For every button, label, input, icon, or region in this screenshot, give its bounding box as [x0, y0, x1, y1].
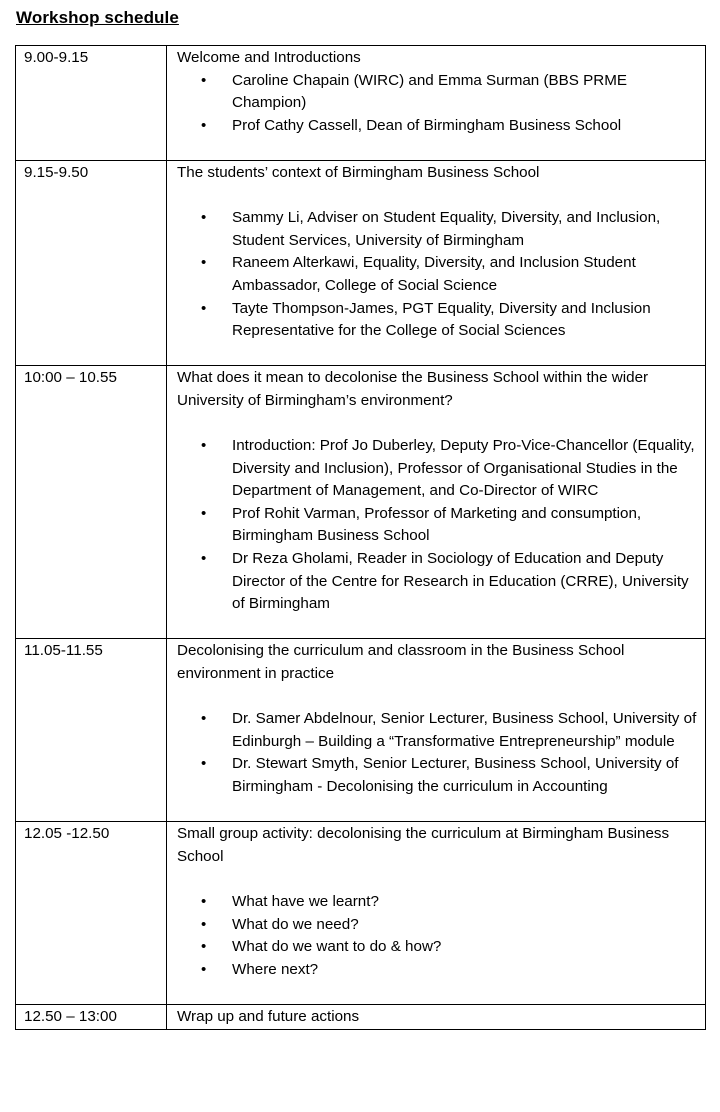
- schedule-row: [16, 1004, 706, 1029]
- session-details-cell: [167, 822, 706, 1005]
- list-item-text: Tayte Thompson-James, PGT Equality, Diversity and Inclusion Representative for the College of Social Sciences: [232, 299, 651, 340]
- list-item-text: Dr. Samer Abdelnour, Senior Lecturer, Business School, University of Edinburgh – Building a “Transformative Entrepreneurship” module: [232, 710, 697, 750]
- list-item-text: Sammy Li, Adviser on Student Equality, Diversity, and Inclusion, Student Services, University of Birmingham: [232, 209, 661, 249]
- list-item-text: Dr. Stewart Smyth, Senior Lecturer, Business School, University of Birmingham - Decolonising the curriculum in Accounting: [232, 755, 679, 795]
- list-item-text: Where next?: [232, 960, 319, 978]
- schedule-row: [16, 160, 706, 365]
- blank-line: [177, 185, 699, 208]
- list-item: [177, 891, 699, 914]
- list-item: [177, 503, 699, 548]
- list-item: [177, 252, 699, 297]
- list-item-text: What have we learnt?: [232, 892, 379, 910]
- list-item: [177, 207, 699, 252]
- bullet-icon: •: [201, 550, 207, 568]
- time-cell: [16, 160, 167, 365]
- bullet-icon: •: [201, 299, 207, 317]
- time-cell: [16, 366, 167, 639]
- bullet-icon: •: [201, 710, 207, 728]
- list-item-text: Prof Rohit Varman, Professor of Marketing and consumption, Birmingham Business School: [232, 504, 642, 545]
- schedule-table: [15, 45, 706, 1030]
- time-cell: [16, 822, 167, 1005]
- speaker-list: [177, 70, 699, 138]
- list-item: [177, 936, 699, 959]
- session-title: Small group activity: decolonising the curriculum at Birmingham Business School: [177, 825, 670, 865]
- page-title: Workshop schedule: [16, 8, 179, 27]
- session-time: 9.00-9.15: [24, 49, 89, 66]
- blank-line: [177, 686, 699, 709]
- list-item: [177, 298, 699, 343]
- list-item: [177, 914, 699, 937]
- session-details-cell: [167, 366, 706, 639]
- blank-line: [177, 413, 699, 436]
- bullet-icon: •: [201, 938, 207, 956]
- list-item-text: What do we need?: [232, 915, 359, 933]
- blank-line: [177, 981, 699, 1004]
- session-time: 11.05-11.55: [24, 642, 103, 660]
- bullet-icon: •: [201, 437, 207, 455]
- session-title: Welcome and Introductions: [177, 49, 361, 66]
- speaker-list: [177, 207, 699, 343]
- session-title: What does it mean to decolonise the Business School within the wider University of Birmingham’s environment?: [177, 369, 649, 409]
- session-title: The students’ context of Birmingham Business School: [177, 163, 540, 181]
- bullet-icon: •: [201, 116, 207, 134]
- list-item-text: Raneem Alterkawi, Equality, Diversity, and Inclusion Student Ambassador, College of Social Science: [232, 254, 636, 294]
- list-item: [177, 70, 699, 115]
- schedule-row: [16, 822, 706, 1005]
- session-time: 12.50 – 13:00: [24, 1007, 117, 1025]
- bullet-icon: •: [201, 960, 207, 978]
- session-details-cell: [167, 160, 706, 365]
- session-time: 10:00 – 10.55: [24, 369, 117, 387]
- bullet-icon: •: [201, 71, 207, 89]
- blank-line: [177, 343, 699, 366]
- time-cell: [16, 46, 167, 161]
- session-time: 9.15-9.50: [24, 163, 89, 181]
- session-title: Decolonising the curriculum and classroom in the Business School environment in practice: [177, 642, 625, 683]
- list-item-text: Dr Reza Gholami, Reader in Sociology of Education and Deputy Director of the Centre for Research in Education (CRRE), University of Birmingham: [232, 550, 689, 613]
- schedule-table-body: [16, 46, 706, 1030]
- bullet-icon: •: [201, 254, 207, 272]
- list-item: [177, 753, 699, 798]
- list-item-text: Introduction: Prof Jo Duberley, Deputy Pro-Vice-Chancellor (Equality, Diversity and Inclusion), Professor of Organisational Studies in the Department of Management, and Co-Director of WIRC: [232, 437, 695, 500]
- list-item-text: What do we want to do & how?: [232, 938, 442, 956]
- blank-line: [177, 137, 699, 160]
- blank-line: [177, 616, 699, 639]
- speaker-list: [177, 435, 699, 616]
- list-item: [177, 548, 699, 616]
- time-cell: [16, 639, 167, 822]
- list-item-text: Prof Cathy Cassell, Dean of Birmingham Business School: [232, 116, 622, 134]
- schedule-row: [16, 366, 706, 639]
- list-item-text: Caroline Chapain (WIRC) and Emma Surman (BBS PRME Champion): [232, 71, 628, 112]
- schedule-row: [16, 639, 706, 822]
- list-item: [177, 959, 699, 982]
- session-details-cell: [167, 46, 706, 161]
- bullet-icon: •: [201, 209, 207, 227]
- list-item: [177, 435, 699, 503]
- speaker-list: [177, 708, 699, 798]
- blank-line: [177, 799, 699, 822]
- list-item: [177, 115, 699, 138]
- bullet-icon: •: [201, 504, 207, 522]
- speaker-list: [177, 891, 699, 981]
- bullet-icon: •: [201, 755, 207, 773]
- blank-line: [177, 868, 699, 891]
- bullet-icon: •: [201, 915, 207, 933]
- list-item: [177, 708, 699, 753]
- schedule-row: [16, 46, 706, 161]
- session-time: 12.05 -12.50: [24, 825, 110, 843]
- session-title: Wrap up and future actions: [177, 1007, 360, 1025]
- time-cell: [16, 1004, 167, 1029]
- bullet-icon: •: [201, 892, 207, 910]
- session-details-cell: [167, 639, 706, 822]
- session-details-cell: [167, 1004, 706, 1029]
